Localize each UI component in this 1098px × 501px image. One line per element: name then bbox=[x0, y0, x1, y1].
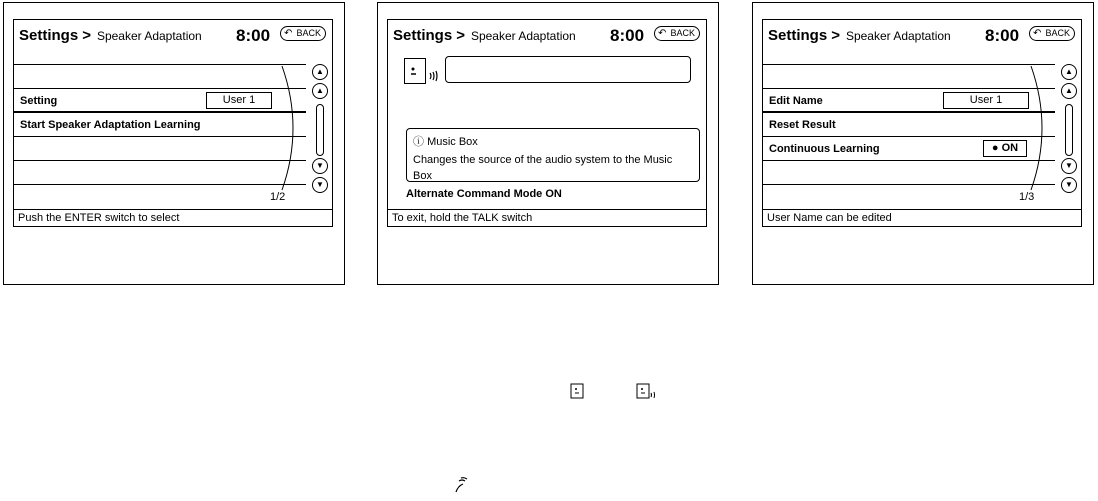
list-divider bbox=[763, 184, 1055, 185]
header-subtitle: Speaker Adaptation bbox=[96, 29, 202, 43]
scroll-up-icon[interactable]: ▲ bbox=[312, 64, 328, 80]
screen bbox=[387, 19, 707, 227]
back-button[interactable] bbox=[280, 26, 326, 41]
panel-user-settings bbox=[752, 2, 1094, 285]
list-item-label: Setting bbox=[20, 95, 58, 107]
scroll-down-icon[interactable]: ▼ bbox=[312, 177, 328, 193]
back-button[interactable] bbox=[654, 26, 700, 41]
header bbox=[763, 20, 1081, 52]
list-item[interactable] bbox=[14, 64, 306, 88]
info-icon: ⓘ bbox=[413, 136, 424, 148]
value-box: User 1 bbox=[206, 92, 272, 109]
header-subtitle: Speaker Adaptation bbox=[470, 29, 576, 43]
page-indicator: 1/2 bbox=[270, 191, 286, 203]
panel-settings-speaker-adaptation bbox=[3, 2, 345, 285]
info-title: Music Box bbox=[427, 136, 478, 148]
back-arrow-icon: ↶ bbox=[1033, 28, 1042, 39]
voice-command-icon bbox=[404, 58, 426, 84]
header-title: Settings bbox=[393, 27, 453, 44]
list-item-continuous-learning[interactable] bbox=[763, 136, 1055, 160]
screen bbox=[762, 19, 1082, 227]
status-bar: Push the ENTER switch to select bbox=[14, 209, 332, 226]
breadcrumb-separator: > bbox=[831, 27, 840, 44]
voice-command-icon bbox=[570, 383, 584, 402]
list-item-label: Edit Name bbox=[769, 95, 823, 107]
page-indicator: 1/3 bbox=[1019, 191, 1035, 203]
scrollbar[interactable] bbox=[316, 104, 324, 156]
list-item[interactable] bbox=[763, 160, 1055, 184]
back-arrow-icon: ↶ bbox=[658, 28, 667, 39]
list-item-start-learning[interactable] bbox=[14, 112, 306, 136]
list-item[interactable] bbox=[14, 136, 306, 160]
clock: 8:00 bbox=[236, 26, 271, 45]
list-item-edit-name[interactable] bbox=[763, 88, 1055, 112]
menu-list bbox=[763, 64, 1057, 191]
talk-icon bbox=[453, 476, 471, 497]
breadcrumb-separator: > bbox=[456, 27, 465, 44]
scroll-up-icon[interactable]: ▲ bbox=[312, 83, 328, 99]
header-subtitle: Speaker Adaptation bbox=[845, 29, 951, 43]
value-box: User 1 bbox=[943, 92, 1029, 109]
back-arrow-icon: ↶ bbox=[284, 28, 293, 39]
list-item[interactable] bbox=[14, 160, 306, 184]
header-title: Settings bbox=[768, 27, 828, 44]
voice-recognition-display bbox=[445, 56, 691, 83]
info-description: Changes the source of the audio system to the Music Box bbox=[413, 154, 673, 182]
list-item-label: Start Speaker Adaptation Learning bbox=[20, 119, 201, 131]
list-item-label: Reset Result bbox=[769, 119, 836, 131]
scroll-down-icon[interactable]: ▼ bbox=[1061, 158, 1077, 174]
back-label: BACK bbox=[1045, 28, 1070, 38]
list-item-label: Continuous Learning bbox=[769, 143, 880, 155]
voice-command-icon bbox=[636, 383, 658, 402]
scrollbar[interactable] bbox=[1065, 104, 1073, 156]
breadcrumb-separator: > bbox=[82, 27, 91, 44]
status-bar: To exit, hold the TALK switch bbox=[388, 209, 706, 226]
scroll-up-icon[interactable]: ▲ bbox=[1061, 83, 1077, 99]
toggle-on-indicator[interactable]: ● ON bbox=[983, 140, 1027, 157]
back-label: BACK bbox=[296, 28, 321, 38]
info-box bbox=[406, 128, 700, 182]
header-title: Settings bbox=[19, 27, 79, 44]
scroll-up-icon[interactable]: ▲ bbox=[1061, 64, 1077, 80]
list-item-reset-result[interactable] bbox=[763, 112, 1055, 136]
list-item[interactable] bbox=[763, 64, 1055, 88]
list-item-setting[interactable] bbox=[14, 88, 306, 112]
list-divider bbox=[14, 184, 306, 185]
menu-list bbox=[14, 64, 308, 191]
scroll-down-icon[interactable]: ▼ bbox=[312, 158, 328, 174]
clock: 8:00 bbox=[610, 26, 645, 45]
header bbox=[14, 20, 332, 52]
screen bbox=[13, 19, 333, 227]
header bbox=[388, 20, 706, 52]
alternate-command-mode-label: Alternate Command Mode ON bbox=[406, 188, 562, 200]
scroll-down-icon[interactable]: ▼ bbox=[1061, 177, 1077, 193]
clock: 8:00 bbox=[985, 26, 1020, 45]
back-button[interactable] bbox=[1029, 26, 1075, 41]
panel-voice-command bbox=[377, 2, 719, 285]
back-label: BACK bbox=[670, 28, 695, 38]
status-bar: User Name can be edited bbox=[763, 209, 1081, 226]
